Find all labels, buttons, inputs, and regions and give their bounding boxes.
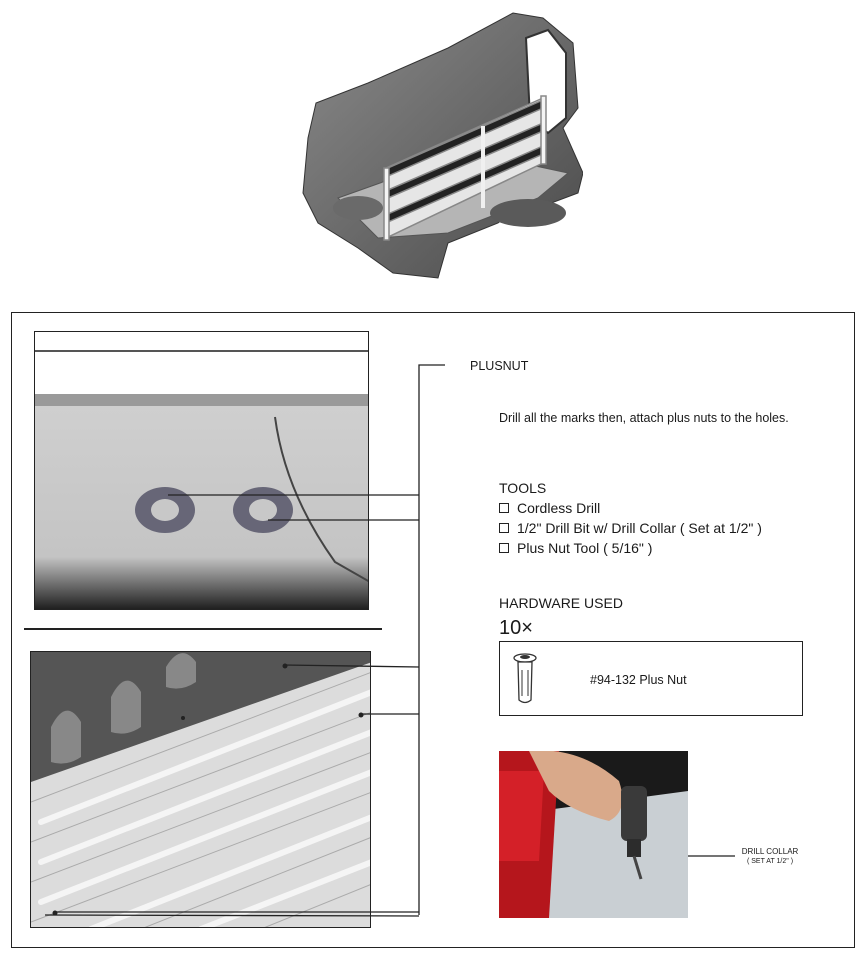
tool-label: Plus Nut Tool ( 5/16" ) [517,540,653,556]
drill-collar-line2: ( SET AT 1/2" ) [746,858,794,865]
checkbox-icon [499,543,509,553]
plusnut-callout-label: PLUSNUT [470,359,529,373]
hardware-title: HARDWARE USED [499,595,623,611]
drill-photo [499,751,688,918]
hardware-box [499,641,803,716]
tool-label: Cordless Drill [517,500,601,516]
plusnut-icon [512,652,538,708]
instruction-text: Drill all the marks then, attach plus nuts to the holes. [499,411,789,425]
tools-list [499,498,762,558]
drill-collar-line1: DRILL COLLAR [741,847,799,856]
tool-item [499,538,762,558]
hardware-quantity: 10× [499,617,533,639]
checkbox-icon [499,503,509,513]
checkbox-icon [499,523,509,533]
tool-item [499,518,762,538]
tool-label: 1/2" Drill Bit w/ Drill Collar ( Set at 1/2" ) [517,520,762,536]
drill-collar-label [735,847,805,867]
tool-item [499,498,762,518]
tools-title: TOOLS [499,480,547,496]
hardware-part-label: #94-132 Plus Nut [590,673,687,687]
